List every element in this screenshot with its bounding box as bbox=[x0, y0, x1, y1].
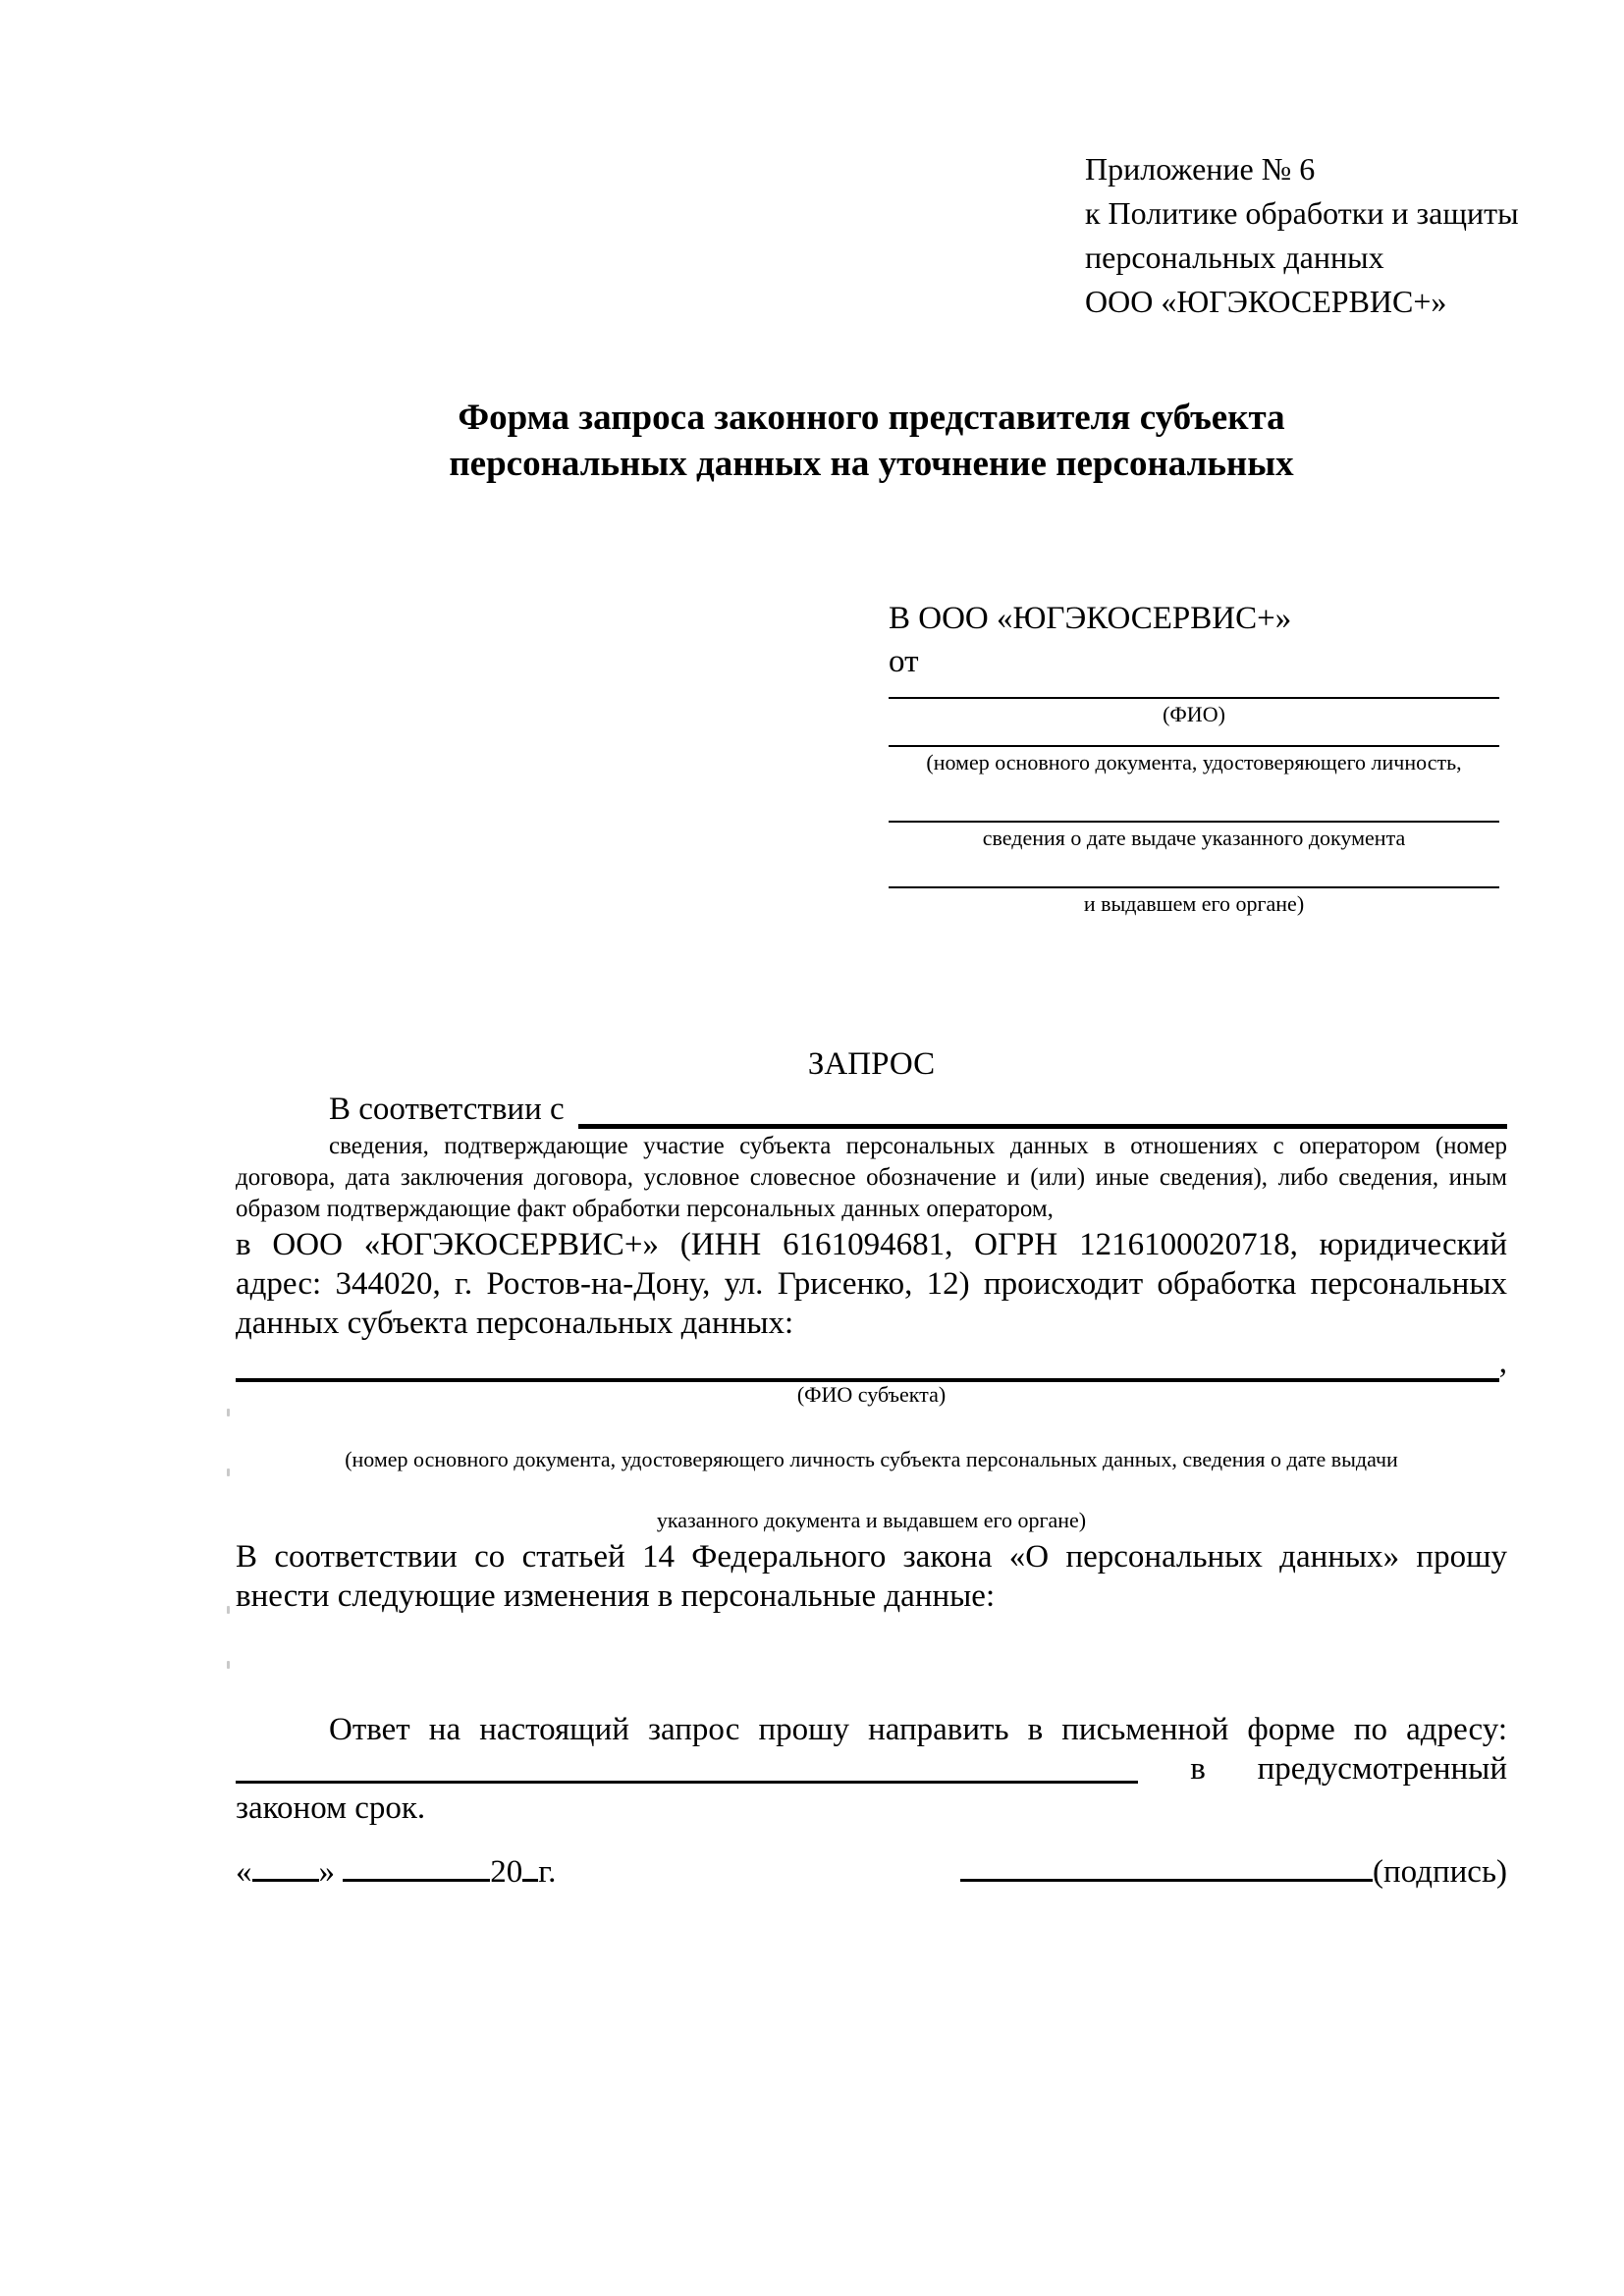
subject-doc-blank-area[interactable] bbox=[236, 1408, 1507, 1447]
date-day-blank[interactable] bbox=[252, 1851, 319, 1882]
subject-line-comma: , bbox=[1498, 1345, 1507, 1380]
subject-fio-row bbox=[236, 1343, 1507, 1382]
reply-address-row bbox=[236, 1749, 1507, 1789]
reply-suffix-word: предусмотренный bbox=[1257, 1751, 1507, 1787]
subject-fio-caption: (ФИО субъекта) bbox=[796, 1382, 947, 1407]
subject-doc-caption-line1: (номер основного документа, удостоверяющего личность субъекта персональных данных, сведения о дате выдачи bbox=[345, 1447, 1398, 1471]
appendix-note-line: ООО «ЮГЭКОСЕРВИС+» bbox=[1085, 284, 1447, 319]
legal-basis-footnote: сведения, подтверждающие участие субъекта персональных данных в отношениях с оператором (номер договора, дата заключения договора, условное словесное обозначение и (или) иные сведения), либо сведения, иным образом подтверждающие факт обработки персональных данных оператором, bbox=[236, 1133, 1507, 1222]
document-title-line: персональных данных на уточнение персональных bbox=[449, 444, 1294, 484]
legal-basis-prefix: В соответствии с bbox=[329, 1092, 565, 1127]
date-quote-open: « bbox=[236, 1854, 252, 1890]
request-heading: ЗАПРОС bbox=[807, 1046, 936, 1082]
amendment-paragraph: В соответствии со статьей 14 Федерального закона «О персональных данных» прошу внести следующие изменения в персональные данные: bbox=[236, 1539, 1507, 1614]
legal-basis-blank-line[interactable] bbox=[578, 1095, 1507, 1129]
reply-address-blank-line[interactable] bbox=[236, 1751, 1138, 1784]
appendix-note-line: Приложение № 6 bbox=[1085, 151, 1316, 187]
subject-doc-caption-line2: указанного документа и выдавшем его органе) bbox=[656, 1508, 1087, 1532]
appendix-note bbox=[1085, 147, 1519, 324]
legal-basis-row bbox=[236, 1090, 1507, 1129]
doc-issuer-blank-line[interactable] bbox=[889, 851, 1499, 888]
addressee-block bbox=[889, 597, 1499, 917]
fio-caption: (ФИО) bbox=[1163, 702, 1225, 726]
faint-scan-mark bbox=[227, 1468, 230, 1476]
faint-scan-mark bbox=[227, 1606, 230, 1614]
faint-scan-mark bbox=[227, 1409, 230, 1416]
date-year-suffix: г. bbox=[538, 1854, 557, 1890]
document-title-line: Форма запроса законного представителя субъекта bbox=[458, 398, 1285, 438]
addressee-from-label: от bbox=[889, 644, 919, 679]
date-year-blank[interactable] bbox=[522, 1851, 538, 1882]
subject-doc-blank-area[interactable] bbox=[236, 1472, 1507, 1508]
date-year-prefix: 20 bbox=[490, 1854, 523, 1890]
signature-caption: (подпись) bbox=[1373, 1854, 1507, 1890]
date-group bbox=[236, 1851, 556, 1892]
doc-issue-date-caption: сведения о дате выдаче указанного документа bbox=[982, 826, 1406, 850]
subject-fio-blank-line[interactable] bbox=[236, 1364, 1499, 1382]
fio-blank-line[interactable] bbox=[889, 683, 1499, 699]
date-month-blank[interactable] bbox=[343, 1851, 490, 1882]
signature-blank-line[interactable] bbox=[960, 1851, 1373, 1882]
appendix-note-line: к Политике обработки и защиты bbox=[1085, 195, 1519, 231]
appendix-note-line: персональных данных bbox=[1085, 240, 1384, 275]
date-signature-row bbox=[236, 1851, 1507, 1892]
doc-number-caption: (номер основного документа, удостоверяющего личность, bbox=[926, 750, 1462, 774]
doc-number-blank-line[interactable] bbox=[889, 727, 1499, 747]
addressee-organization: В ООО «ЮГЭКОСЕРВИС+» bbox=[889, 601, 1292, 636]
operator-paragraph: в ООО «ЮГЭКОСЕРВИС+» (ИНН 6161094681, ОГРН 1216100020718, юридический адрес: 344020, г. Ростов-на-Дону, ул. Грисенко, 12) происходит обработка персональных данных субъекта персональных данных: bbox=[236, 1227, 1507, 1341]
faint-scan-mark bbox=[227, 1661, 230, 1669]
document-title bbox=[236, 395, 1507, 487]
reply-suffix-word: в bbox=[1190, 1751, 1206, 1787]
reply-request-paragraph: Ответ на настоящий запрос прошу направить в письменной форме по адресу: bbox=[329, 1712, 1507, 1747]
reply-tail-text: законом срок. bbox=[236, 1790, 426, 1826]
amendment-blank-area[interactable] bbox=[236, 1616, 1507, 1710]
signature-group bbox=[960, 1851, 1507, 1892]
doc-issuer-caption: и выдавшем его органе) bbox=[1083, 891, 1305, 916]
doc-issue-date-blank-line[interactable] bbox=[889, 775, 1499, 823]
date-quote-close: » bbox=[318, 1854, 335, 1890]
